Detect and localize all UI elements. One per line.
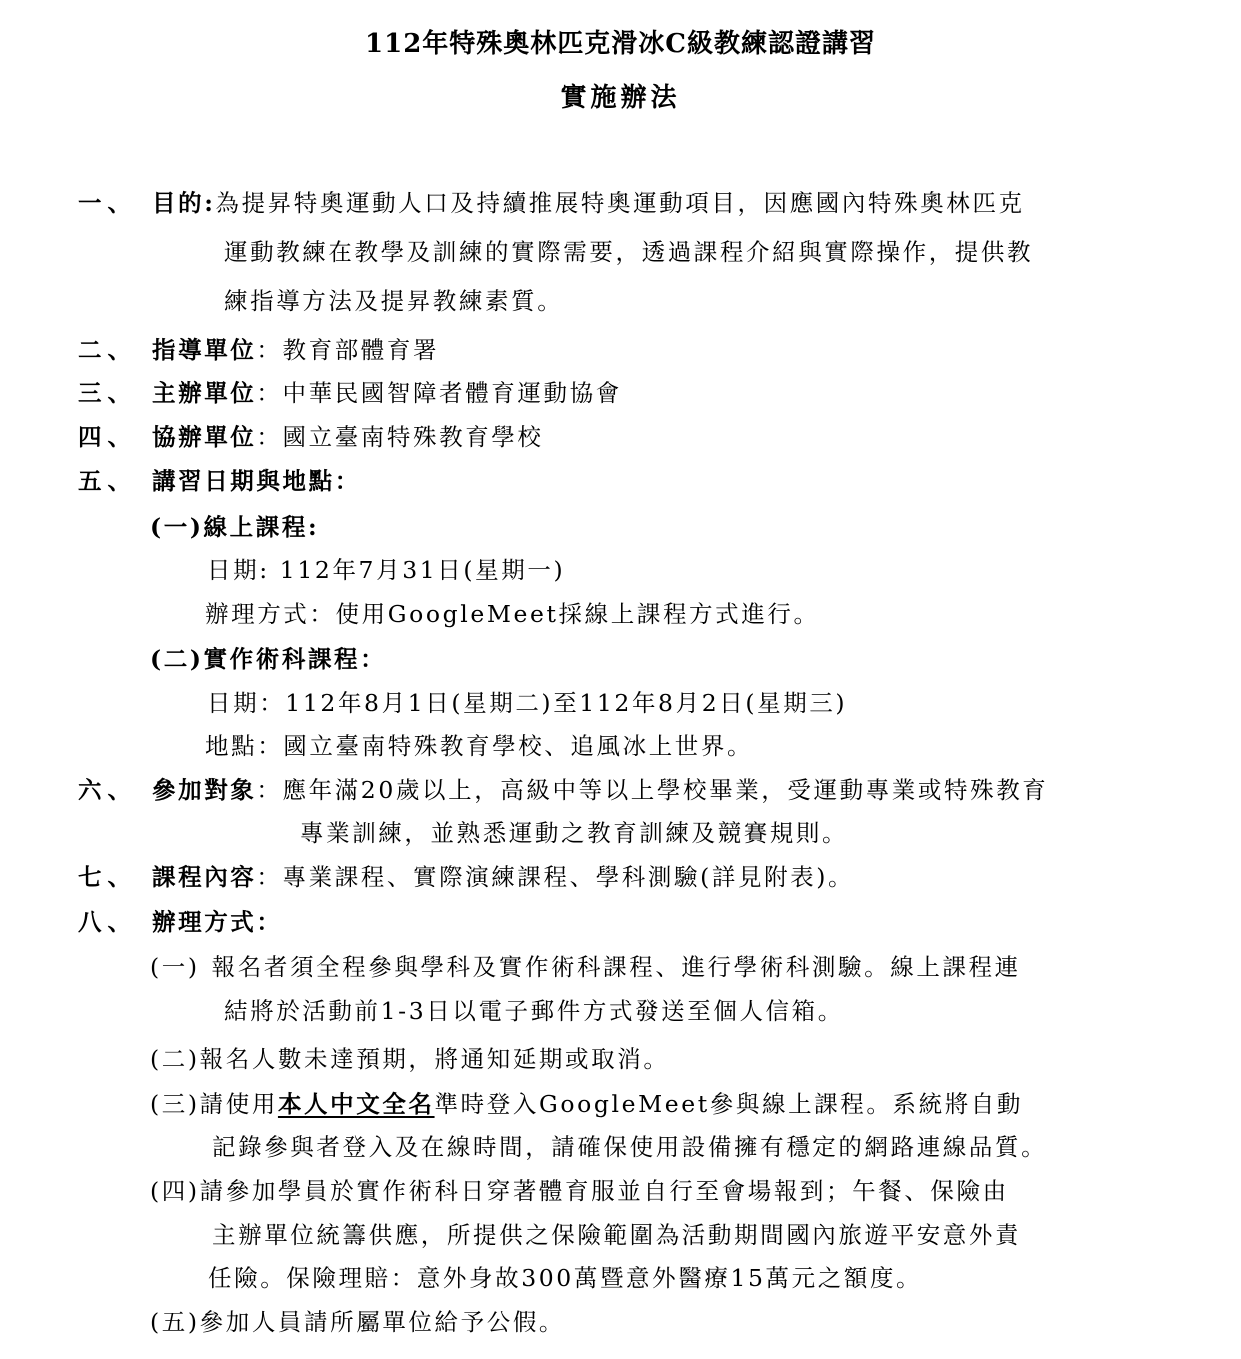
list-item-continued: 任險。保險理賠：意外身故300萬暨意外醫療15萬元之額度。 [208,1264,923,1292]
section-number: 八、 [78,908,137,936]
section-number: 三、 [78,379,137,407]
list-item-continued: 記錄參與者登入及在線時間，請確保使用設備擁有穩定的網路連線品質。 [212,1133,1048,1161]
section-label: 目的: [152,189,216,217]
section-text: ：中華民國智障者體育運動協會 [256,379,622,407]
list-item [150,1087,1023,1121]
section-course-content [152,860,854,894]
list-item: (四)請參加學員於實作術科日穿著體育服並自行至會場報到；午餐、保險由 [150,1177,1009,1205]
section-text: 為提昇特奧運動人口及持續推展特奧運動項目，因應國內特殊奧林匹克 [215,189,1025,217]
section-text: ：專業課程、實際演練課程、學科測驗(詳見附表)。 [256,863,855,891]
list-item [150,950,1021,984]
list-item-text: 準時登入GoogleMeet參與線上課程。系統將自動 [434,1090,1024,1118]
section-number: 一、 [78,189,137,217]
list-item-continued: 結將於活動前1-3日以電子郵件方式發送至個人信箱。 [224,997,844,1025]
list-item: (二)報名人數未達預期，將通知延期或取消。 [150,1045,670,1073]
list-item-text: (三)請使用 [150,1090,278,1118]
document-title: 112年特殊奧林匹克滑冰C級教練認證講習 [365,29,876,59]
subsection-heading: (一)線上課程: [150,513,320,541]
section-supervisor [152,333,439,367]
section-text-continued: 練指導方法及提昇教練素質。 [224,287,564,315]
section-text: ：應年滿20歲以上，高級中等以上學校畢業，受運動專業或特殊教育 [256,776,1049,804]
section-participants [152,773,1048,807]
section-text-continued: 運動教練在教學及訓練的實際需要，透過課程介紹與實際操作，提供教 [224,238,1034,266]
online-course-method: 辦理方式：使用GoogleMeet採線上課程方式進行。 [205,600,820,628]
emphasis-text: 本人中文全名 [277,1090,435,1118]
list-item: (五)參加人員請所屬單位給予公假。 [150,1308,566,1336]
practical-course-place: 地點：國立臺南特殊教育學校、追風冰上世界。 [205,732,754,760]
section-label: 指導單位 [152,336,257,364]
section-text-continued: 專業訓練，並熟悉運動之教育訓練及競賽規則。 [300,819,849,847]
section-text: ：教育部體育署 [256,336,440,364]
section-organizer [152,376,622,410]
online-course-date: 日期: 112年7月31日(星期一) [207,556,566,584]
section-number: 四、 [78,423,137,451]
practical-course-date: 日期：112年8月1日(星期二)至112年8月2日(星期三) [207,689,848,717]
section-label: 講習日期與地點： [152,467,361,495]
subsection-heading: (二)實作術科課程： [150,645,387,673]
section-label: 辦理方式： [152,908,283,936]
section-purpose [152,186,1025,220]
section-number: 七、 [78,863,137,891]
list-item-continued: 主辦單位統籌供應，所提供之保險範圍為活動期間國內旅遊平安意外責 [212,1221,1022,1249]
section-number: 五、 [78,467,137,495]
section-number: 六、 [78,776,137,804]
section-text: ：國立臺南特殊教育學校 [256,423,544,451]
document-subtitle: 實施辦法 [560,83,681,113]
section-label: 主辦單位 [152,379,257,407]
list-item-prefix: (一) [150,953,200,981]
section-label: 課程內容 [152,863,257,891]
list-item-text: 報名者須全程參與學科及實作術科課程、進行學術科測驗。線上課程連 [211,953,1021,981]
section-number: 二、 [78,336,137,364]
section-label: 協辦單位 [152,423,257,451]
section-co-organizer [152,420,544,454]
section-label: 參加對象 [152,776,257,804]
